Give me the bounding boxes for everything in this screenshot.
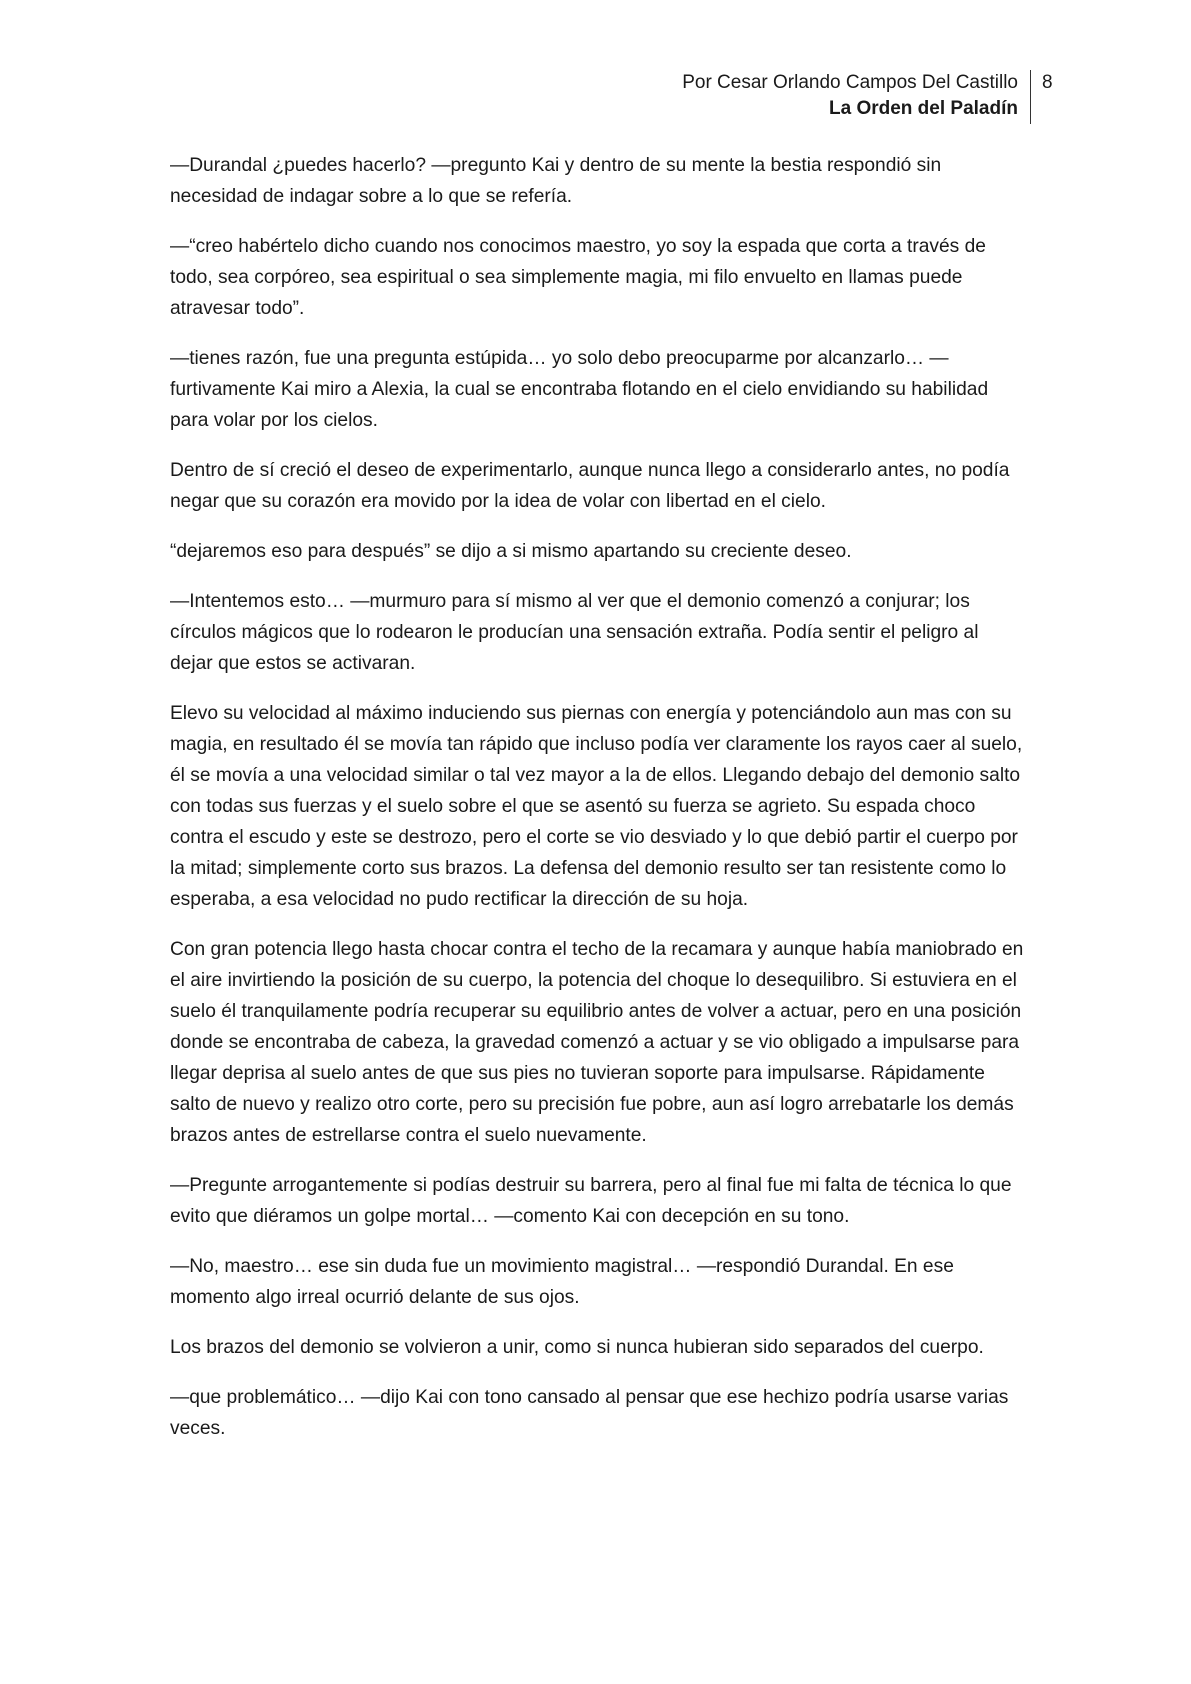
- paragraph: —Pregunte arrogantemente si podías destruir su barrera, pero al final fue mi falta de técnica lo que evito que diéramos un golpe mortal… —comento Kai con decepción en su tono.: [170, 1175, 1012, 1227]
- header-author: Por Cesar Orlando Campos Del Castillo: [682, 72, 1018, 93]
- paragraph: “dejaremos eso para después” se dijo a si mismo apartando su creciente deseo.: [170, 541, 852, 562]
- paragraph: Con gran potencia llego hasta chocar contra el techo de la recamara y aunque había maniobrado en el aire invirtiendo la posición de su cuerpo, la potencia del choque lo desequilibro. Si estuviera en el suelo él tranquilamente podría recuperar su equilibrio antes de volver a actuar, pero en una posición donde se encontraba de cabeza, la gravedad comenzó a actuar y se vio obligado a impulsarse para llegar deprisa al suelo antes de que sus pies no tuvieran soporte para impulsarse. Rápidamente salto de nuevo y realizo otro corte, pero su precisión fue pobre, aun así logro arrebatarle los demás brazos antes de estrellarse contra el suelo nuevamente.: [170, 939, 1024, 1146]
- paragraph: —Durandal ¿puedes hacerlo? —pregunto Kai y dentro de su mente la bestia respondió sin necesidad de indagar sobre a lo que se refería.: [170, 155, 942, 207]
- paragraph: Elevo su velocidad al máximo induciendo sus piernas con energía y potenciándolo aun mas con su magia, en resultado él se movía tan rápido que incluso podía ver claramente los rayos caer al suelo, él se movía a una velocidad similar o tal vez mayor a la de ellos. Llegando debajo del demonio salto con todas sus fuerzas y el suelo sobre el que se asentó su fuerza se agrieto. Su espada choco contra el escudo y este se destrozo, pero el corte se vio desviado y lo que debió partir el cuerpo por la mitad; simplemente corto sus brazos. La defensa del demonio resulto ser tan resistente como lo esperaba, a esa velocidad no pudo rectificar la dirección de su hoja.: [170, 703, 1023, 910]
- paragraph: —“creo habértelo dicho cuando nos conocimos maestro, yo soy la espada que corta a través de todo, sea corpóreo, sea espiritual o sea simplemente magia, mi filo envuelto en llamas puede atravesar todo”.: [170, 236, 986, 319]
- paragraph: —No, maestro… ese sin duda fue un movimiento magistral… —respondió Durandal. En ese momento algo irreal ocurrió delante de sus ojos.: [170, 1256, 954, 1308]
- header-book-title: La Orden del Paladín: [829, 98, 1018, 119]
- body-text: [170, 150, 1025, 1463]
- paragraph: —tienes razón, fue una pregunta estúpida… yo solo debo preocuparme por alcanzarlo… —furtivamente Kai miro a Alexia, la cual se encontraba flotando en el cielo envidiando su habilidad para volar por los cielos.: [170, 348, 989, 431]
- page-number: 8: [1042, 72, 1053, 93]
- paragraph: Dentro de sí creció el deseo de experimentarlo, aunque nunca llego a considerarlo antes, no podía negar que su corazón era movido por la idea de volar con libertad en el cielo.: [170, 460, 1010, 512]
- paragraph: —Intentemos esto… —murmuro para sí mismo al ver que el demonio comenzó a conjurar; los círculos mágicos que lo rodearon le producían una sensación extraña. Podía sentir el peligro al dejar que estos se activaran.: [170, 591, 979, 674]
- paragraph: Los brazos del demonio se volvieron a unir, como si nunca hubieran sido separados del cuerpo.: [170, 1337, 984, 1358]
- page-header: [682, 70, 1031, 124]
- paragraph: —que problemático… —dijo Kai con tono cansado al pensar que ese hechizo podría usarse varias veces.: [170, 1387, 1009, 1439]
